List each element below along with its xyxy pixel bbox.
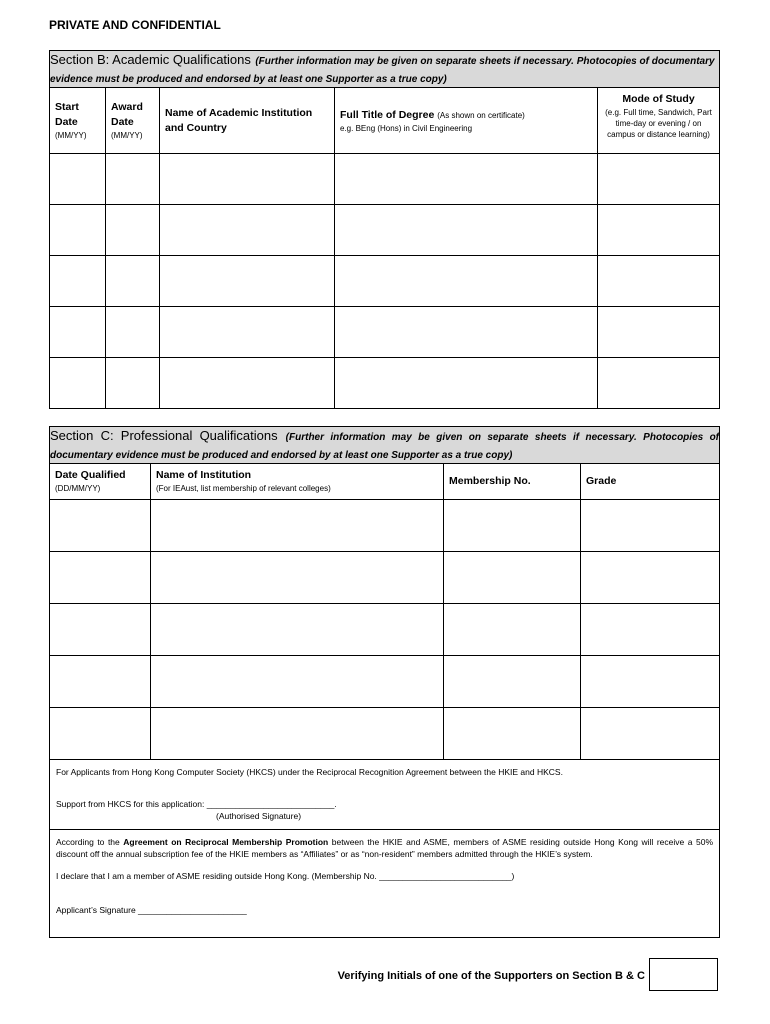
col-institution [160, 88, 335, 154]
input-membership-no[interactable] [444, 500, 581, 552]
col-award-date-label: Award Date [111, 101, 143, 128]
input-grade[interactable] [581, 552, 720, 604]
input-grade[interactable] [581, 708, 720, 760]
input-date-qualified[interactable] [50, 708, 151, 760]
input-degree[interactable] [335, 358, 598, 409]
input-institution[interactable] [160, 256, 335, 307]
input-mode[interactable] [598, 307, 720, 358]
section-c-heading [50, 427, 720, 464]
col-institution-c-sub: (For IEAust, list membership of relevant colleges) [156, 484, 331, 493]
input-grade[interactable] [581, 604, 720, 656]
input-date-qualified[interactable] [50, 656, 151, 708]
section-c-row [50, 604, 720, 656]
applicant-signature-line[interactable]: Applicant’s Signature _______________________ [56, 905, 247, 915]
verify-initials-box[interactable] [649, 958, 718, 991]
col-degree-example: e.g. BEng (Hons) in Civil Engineering [340, 124, 473, 133]
asme-text-before: According to the [56, 837, 124, 847]
col-grade-label: Grade [586, 475, 617, 487]
input-mode[interactable] [598, 256, 720, 307]
input-institution[interactable] [160, 205, 335, 256]
section-b-title: Section B: Academic Qualifications [50, 52, 251, 67]
asme-text-after: between the HKIE and ASME, members of ASME residing outside Hong Kong will receive a 50% discount off the annual subscription fee of the HKIE members as “Affiliates” or as “non-resident” members admitted through the HKIE’s system. [56, 837, 714, 859]
input-date-qualified[interactable] [50, 552, 151, 604]
section-b-row [50, 307, 720, 358]
input-award-date[interactable] [106, 154, 160, 205]
col-membership-no-label: Membership No. [449, 475, 531, 487]
input-institution[interactable] [160, 358, 335, 409]
section-c-note: (Further information may be given on separate sheets if necessary. Photocopies of documentary evidence must be produced and endorsed by at least one Supporter as a true copy) [50, 432, 720, 461]
col-start-date-label: Start Date [55, 101, 79, 128]
input-degree[interactable] [335, 154, 598, 205]
asme-block [50, 830, 720, 938]
section-c-row [50, 656, 720, 708]
input-date-qualified[interactable] [50, 604, 151, 656]
col-membership-no [444, 464, 581, 500]
col-award-date [106, 88, 160, 154]
col-mode-sub: (e.g. Full time, Sandwich, Part time-day or evening / on campus or distance learning) [605, 108, 712, 139]
hkcs-signature-caption: (Authorised Signature) [216, 811, 302, 821]
asme-declaration[interactable]: I declare that I am a member of ASME residing outside Hong Kong. (Membership No. ____________________________) [56, 871, 515, 881]
section-c-row [50, 500, 720, 552]
input-start-date[interactable] [50, 205, 106, 256]
col-mode-label: Mode of Study [622, 93, 695, 105]
col-degree-hint: (As shown on certificate) [437, 111, 525, 120]
input-grade[interactable] [581, 500, 720, 552]
input-institution[interactable] [160, 307, 335, 358]
section-b-row [50, 358, 720, 409]
input-institution-c[interactable] [151, 500, 444, 552]
col-degree-label: Full Title of Degree [340, 109, 435, 121]
input-start-date[interactable] [50, 256, 106, 307]
col-date-qualified [50, 464, 151, 500]
page-header: PRIVATE AND CONFIDENTIAL [49, 18, 221, 32]
input-start-date[interactable] [50, 358, 106, 409]
section-b-row [50, 154, 720, 205]
col-mode [598, 88, 720, 154]
input-institution[interactable] [160, 154, 335, 205]
input-award-date[interactable] [106, 358, 160, 409]
input-membership-no[interactable] [444, 708, 581, 760]
input-institution-c[interactable] [151, 708, 444, 760]
input-mode[interactable] [598, 154, 720, 205]
col-start-date-sub: (MM/YY) [55, 131, 87, 140]
col-start-date [50, 88, 106, 154]
hkcs-block [50, 760, 720, 830]
input-degree[interactable] [335, 307, 598, 358]
section-b-heading [50, 51, 720, 88]
section-c-table [49, 426, 720, 938]
col-award-date-sub: (MM/YY) [111, 131, 143, 140]
input-start-date[interactable] [50, 307, 106, 358]
col-institution-label: Name of Academic Institution and Country [165, 107, 313, 134]
asme-agreement-name: Agreement on Reciprocal Membership Promotion [123, 837, 329, 847]
input-membership-no[interactable] [444, 604, 581, 656]
input-institution-c[interactable] [151, 656, 444, 708]
hkcs-intro: For Applicants from Hong Kong Computer Society (HKCS) under the Reciprocal Recognition Agreement between the HKIE and HKCS. [56, 767, 563, 777]
input-institution-c[interactable] [151, 552, 444, 604]
col-date-qualified-sub: (DD/MM/YY) [55, 484, 101, 493]
input-grade[interactable] [581, 656, 720, 708]
input-date-qualified[interactable] [50, 500, 151, 552]
asme-agreement-text [56, 836, 713, 860]
input-degree[interactable] [335, 256, 598, 307]
input-award-date[interactable] [106, 307, 160, 358]
section-c-row [50, 708, 720, 760]
input-mode[interactable] [598, 205, 720, 256]
input-membership-no[interactable] [444, 656, 581, 708]
input-institution-c[interactable] [151, 604, 444, 656]
input-degree[interactable] [335, 205, 598, 256]
col-grade [581, 464, 720, 500]
col-institution-c [151, 464, 444, 500]
section-b-row [50, 205, 720, 256]
section-c-row [50, 552, 720, 604]
col-degree [335, 88, 598, 154]
section-b-table [49, 50, 720, 409]
input-start-date[interactable] [50, 154, 106, 205]
hkcs-support-line[interactable]: Support from HKCS for this application: ___________________________. [56, 799, 337, 809]
input-mode[interactable] [598, 358, 720, 409]
section-b-row [50, 256, 720, 307]
col-date-qualified-label: Date Qualified [55, 469, 126, 481]
section-c-title: Section C: Professional Qualifications [50, 428, 278, 443]
col-institution-c-label: Name of Institution [156, 469, 252, 481]
input-award-date[interactable] [106, 205, 160, 256]
input-membership-no[interactable] [444, 552, 581, 604]
input-award-date[interactable] [106, 256, 160, 307]
verify-initials-label: Verifying Initials of one of the Supporters on Section B & C [337, 970, 645, 982]
section-b-note: (Further information may be given on separate sheets if necessary. Photocopies of documentary evidence must be produced and endorsed by at least one Supporter as a true copy) [50, 56, 715, 85]
